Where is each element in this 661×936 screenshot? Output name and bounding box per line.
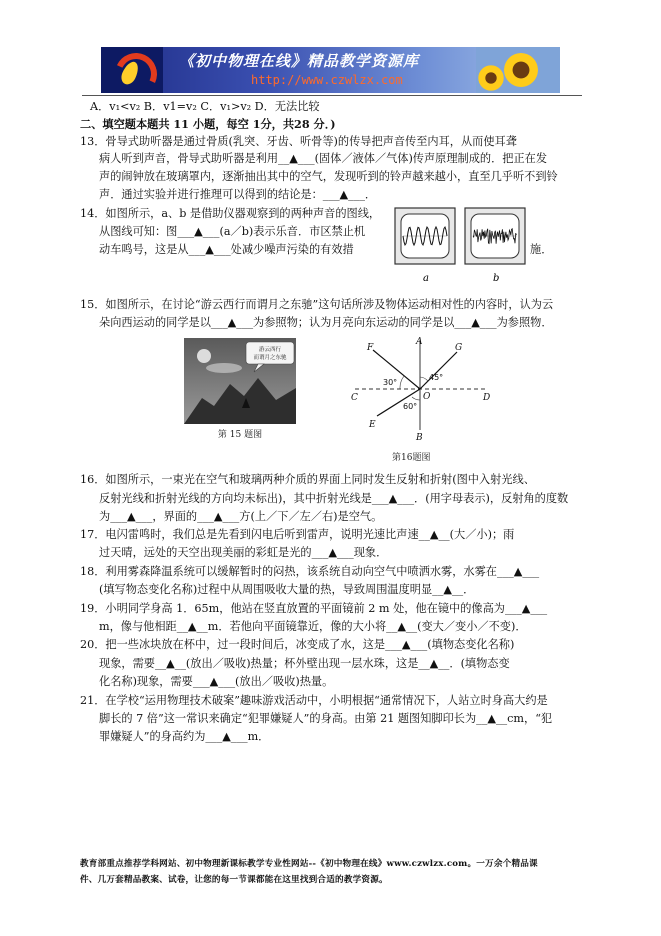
label-B: B	[416, 433, 423, 443]
label-F: F	[367, 343, 374, 353]
q14-line3: 动车鸣号，这是从___▲___处减少噪声污染的有效措	[99, 243, 354, 256]
section2-title: 二、填空题本题共 11 小题，每空 1分，共28 分．)	[80, 117, 336, 131]
cloud-icon	[206, 363, 242, 373]
q15-caption: 第 15 题图	[217, 430, 263, 440]
site-logo	[101, 47, 163, 93]
q19-line2: m，像与他相距__▲__m．若他向平面镜靠近，像的大小将__▲__(变大／变小／不变)．	[99, 620, 527, 633]
label-C: C	[351, 393, 358, 403]
footer-line-2: 件、几万套精品教案、试卷，让您的每一节课都能在这里找到合适的教学资源。	[80, 875, 388, 885]
label-D: D	[483, 393, 491, 403]
q17-line2: 过天晴，远处的天空出现美丽的彩虹是光的___▲___现象．	[99, 546, 388, 559]
q20-line3: 化名称)现象，需要___▲___(放出／吸收)热量。	[99, 675, 334, 688]
oscilloscope-b	[465, 208, 525, 264]
angle-30: 30°	[383, 378, 398, 387]
label-E: E	[369, 420, 376, 430]
bubble-text-2: 而谓月之东驰	[253, 355, 287, 361]
label-A: A	[416, 337, 423, 347]
q14-line1: 14．如图所示，a、b 是借助仪器观察到的两种声音的图线，	[80, 207, 381, 220]
q15-line2: 朵向西运动的同学是以___▲___为参照物；认为月亮向东运动的同学是以___▲___为参照物．	[99, 316, 553, 329]
angle-45: 45°	[429, 373, 444, 382]
ray-G	[420, 352, 457, 389]
angle-60: 60°	[403, 402, 418, 411]
sunflower-image	[476, 47, 560, 93]
sunflower-icon	[504, 53, 538, 87]
q14-line3-end: 施．	[530, 243, 553, 256]
q13-line2: 病人听到声音，骨导式助听器是利用__▲___(固体／液体／气体)传声原理制成的．把正在发	[99, 152, 548, 165]
q14-label-b: b	[493, 273, 500, 284]
sunflower-small-icon	[478, 65, 504, 91]
bubble-text-1: 游云西行	[258, 347, 282, 353]
q17-line1: 17．电闪雷鸣时，我们总是先看到闪电后听到雷声，说明光速比声速__▲__(大／小)；雨	[80, 528, 515, 541]
q19-line1: 19．小明同学身高 1．65m，他站在竖直放置的平面镜前 2 m 处，他在镜中的像高为___▲___	[80, 602, 548, 615]
banner-url[interactable]: http://www.czwlzx.com	[251, 73, 403, 87]
q13-line3: 声的闹钟放在玻璃罩内，逐渐抽出其中的空气，发现听到的铃声越来越小，直至几乎听不到铃	[99, 170, 558, 183]
header-banner	[101, 47, 560, 93]
q16-line2: 反射光线和折射光线的方向均未标出)，其中折射光线是___▲___．(用字母表示)，反射角的度数	[99, 492, 569, 505]
q21-line1: 21．在学校“运用物理技术破案”趣味游戏活动中，小明根据“通常情况下，人站立时身高大约是	[80, 694, 548, 707]
q21-line3: 罪嫌疑人”的身高约为___▲___m．	[99, 730, 270, 743]
label-G: G	[455, 343, 463, 353]
q16-figure	[345, 334, 495, 444]
oscilloscope-a	[395, 208, 455, 264]
footer-line-1: 教育部重点推荐学科网站、初中物理新课标教学专业性网站--《初中物理在线》www.czwlzx.com。一万余个精品课	[80, 859, 538, 869]
q16-line3: 为___▲___，界面的___▲___方(上／下／左／右)是空气。	[99, 510, 383, 523]
banner-title: 《初中物理在线》精品教学资源库	[179, 52, 420, 70]
q21-line2: 脚长的 7 倍”这一常识来确定“犯罪嫌疑人”的身高。由第 21 题图知脚印长为__▲__cm，“犯	[99, 712, 553, 725]
q13-line4: 声．通过实验并进行推理可以得到的结论是：___▲___．	[99, 188, 377, 201]
header-rule	[82, 95, 582, 96]
q18-line2: (填写物态变化名称)过程中从周围吸收大量的热，导致周围温度明显__▲__．	[99, 583, 475, 596]
moon-icon	[197, 349, 211, 363]
q18-line1: 18．利用雾森降温系统可以缓解暂时的闷热，该系统自动向空气中喷洒水雾，水雾在___▲___	[80, 565, 540, 578]
q15-line1: 15．如图所示，在讨论“游云西行而谓月之东驰”这句话所涉及物体运动相对性的内容时，认为云	[80, 298, 554, 311]
q13-line1: 13．骨导式助听器是通过骨质(乳突、牙齿、听骨等)的传导把声音传至内耳，从而使耳聋	[80, 135, 517, 148]
q15-figure	[184, 338, 296, 440]
q16-line1: 16．如图所示，一束光在空气和玻璃两种介质的界面上同时发生反射和折射(图中入射光线、	[80, 473, 535, 486]
q14-line2: 从图线可知：图___▲___(a／b)表示乐音．市区禁止机	[99, 225, 366, 238]
label-O: O	[423, 392, 431, 402]
q16-caption: 第16题图	[392, 453, 431, 463]
q14-figure	[393, 206, 529, 288]
q20-line2: 现象，需要__▲__(放出／吸收)热量；杯外壁出现一层水珠，这是__▲__．(填物态变	[99, 657, 510, 670]
q14-label-a: a	[423, 273, 429, 284]
q12-options: A．v₁<v₂ B．v1=v₂ C．v₁>v₂ D．无法比较	[90, 100, 320, 113]
q20-line1: 20．把一些冰块放在杯中，过一段时间后，冰变成了水，这是___▲___(填物态变化名称)	[80, 638, 515, 651]
